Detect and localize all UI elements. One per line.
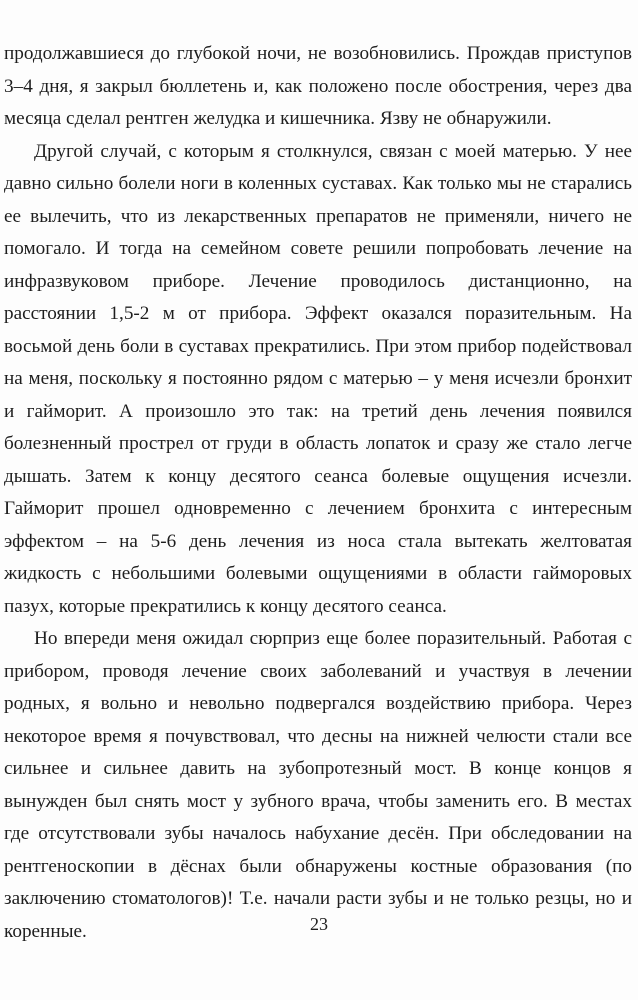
paragraph-continuation: продолжавшиеся до глубокой ночи, не возобновились. Прождав приступов 3–4 дня, я закрыл бюллетень и, как положено после обострения, через два месяца сделал рентген желудка и кишечника. Язву не обнаружили. [4,43,632,129]
paragraph-teeth-surprise: Но впереди меня ожидал сюрприз еще более поразительный. Работая с прибором, проводя лечение своих заболеваний и участвуя в лечении родных, я вольно и невольно подвергался воздействию прибора. Через некоторое время я почувствовал, что десны на нижней челюсти стали все сильнее и сильнее давить на зубопротезный мост. В конце концов я вынужден был снять мост у зубного врача, чтобы заменить его. В местах где отсутствовали зубы началось набухание десён. При обследовании на рентгеноскопии в дёснах были обнаружены костные образования (по заключению стоматологов)! Т.е. начали расти зубы и не только резцы, но и коренные. [4,628,632,942]
page-number: 23 [310,914,328,934]
body-text [4,38,632,948]
paragraph-mother-case: Другой случай, с которым я столкнулся, связан с моей матерью. У нее давно сильно болели ноги в коленных суставах. Как только мы не старались ее вылечить, что из лекарственных препаратов не применяли, ничего не помогало. И тогда на семейном совете решили попробовать лечение на инфразвуковом приборе. Лечение проводилось дистанционно, на расстоянии 1,5-2 м от прибора. Эффект оказался поразительным. На восьмой день боли в суставах прекратились. При этом прибор подействовал на меня, поскольку я постоянно рядом с матерью – у меня исчезли бронхит и гайморит. А произошло это так: на третий день лечения появился болезненный прострел от груди в область лопаток и сразу же стало легче дышать. Затем к концу десятого сеанса болевые ощущения исчезли. Гайморит прошел одновременно с лечением бронхита с интересным эффектом – на 5-6 день лечения из носа стала вытекать желтоватая жидкость с небольшими болевыми ощущениями в области гайморовых пазух, которые прекратились к концу десятого сеанса. [4,140,632,617]
